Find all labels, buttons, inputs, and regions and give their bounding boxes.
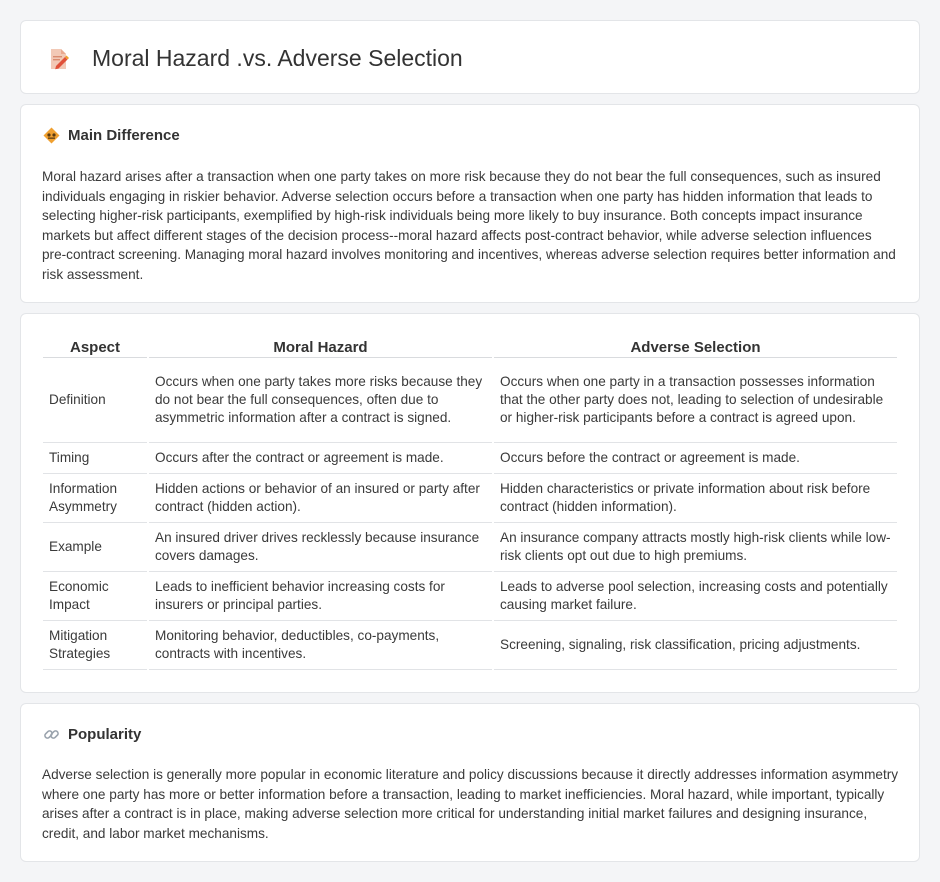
main-difference-section [20,104,920,303]
main-difference-heading: Main Difference [68,127,180,144]
popularity-header [43,726,141,743]
row-adverse-selection: Occurs before the contract or agreement is made. [494,443,897,474]
row-aspect: Mitigation Strategies [43,621,147,670]
table-row [43,523,897,572]
row-moral-hazard: Occurs when one party takes more risks because they do not bear the full consequences, often due to asymmetric information after a contract is signed. [149,358,492,443]
header-adverse-selection: Adverse Selection [494,334,897,358]
link-icon [43,726,60,743]
comparison-table-section [20,313,920,693]
document-pencil-icon [47,47,71,71]
table-header-row [43,334,897,358]
table-row [43,474,897,523]
table-row [43,572,897,621]
table-row [43,358,897,443]
row-adverse-selection: Leads to adverse pool selection, increasing costs and potentially causing market failure. [494,572,897,621]
popularity-section [20,703,920,862]
row-adverse-selection: Screening, signaling, risk classification, pricing adjustments. [494,621,897,670]
row-adverse-selection: An insurance company attracts mostly high-risk clients while low-risk clients opt out due to high premiums. [494,523,897,572]
row-moral-hazard: An insured driver drives recklessly because insurance covers damages. [149,523,492,572]
row-aspect: Definition [43,358,147,443]
page-title: Moral Hazard .vs. Adverse Selection [92,45,463,71]
row-adverse-selection: Hidden characteristics or private information about risk before contract (hidden information). [494,474,897,523]
table-row [43,621,897,670]
main-difference-header [43,127,180,144]
row-aspect: Example [43,523,147,572]
row-adverse-selection: Occurs when one party in a transaction possesses information that the other party does not, leading to selection of undesirable or higher-risk participants before a contract is agreed upon. [494,358,897,443]
diamond-sign-icon [43,127,60,144]
row-moral-hazard: Leads to inefficient behavior increasing costs for insurers or principal parties. [149,572,492,621]
row-moral-hazard: Monitoring behavior, deductibles, co-payments, contracts with incentives. [149,621,492,670]
row-aspect: Information Asymmetry [43,474,147,523]
row-aspect: Economic Impact [43,572,147,621]
popularity-text: Adverse selection is generally more popular in economic literature and policy discussions because it directly addresses information asymmetry where one party has more or better information before a transaction, leading to market inefficiencies. Moral hazard, while important, typically arises after a contract is in place, making adverse selection more critical for understanding initial market failures and designing insurance, credit, and labor market mechanisms. [42,767,899,841]
main-difference-text: Moral hazard arises after a transaction when one party takes on more risk because they do not bear the full consequences, such as insured individuals engaging in riskier behavior. Adverse selection occurs before a transaction when one party has hidden information that leads to selecting higher-risk participants, exemplified by high-risk individuals being more likely to buy insurance. Both concepts impact insurance markets but affect different stages of the decision process--moral hazard affects post-contract behavior, while adverse selection influences pre-contract screening. Managing moral hazard involves monitoring and incentives, whereas adverse selection requires better information and risk assessment. [42,169,896,282]
row-moral-hazard: Occurs after the contract or agreement is made. [149,443,492,474]
title-card [20,20,920,94]
header-aspect: Aspect [43,334,147,358]
header-moral-hazard: Moral Hazard [149,334,492,358]
table-row [43,443,897,474]
row-aspect: Timing [43,443,147,474]
row-moral-hazard: Hidden actions or behavior of an insured or party after contract (hidden action). [149,474,492,523]
popularity-heading: Popularity [68,726,142,743]
comparison-table [41,334,899,670]
